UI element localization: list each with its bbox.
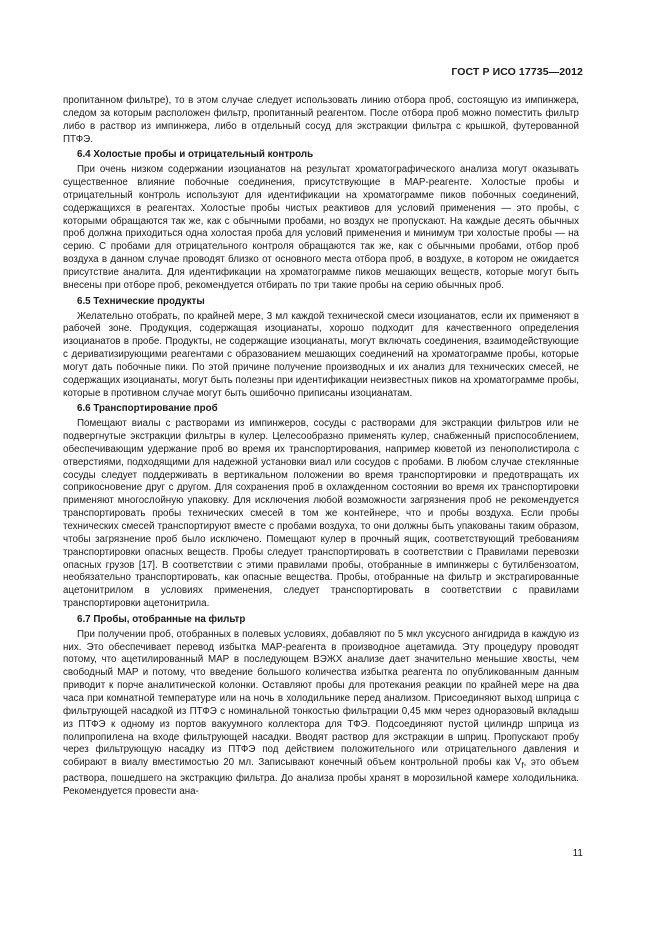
section-paragraph-6-6: Помещают виалы с растворами из импинжеров, сосуды с растворами для экстракции фильтров или не подвергнутые экстракции фильтры в кулер. Целесообразно применять кулер, снабженный приспособлением, обеспечивающим удержание проб во время их транспортирования, например кюветой из пенополистирола с отверстиями, подходящими для надежной установки виал или сосудов с пробами. В любом случае стеклянные сосуды следует поддерживать в вертикальном положении во время транспортировки и предотвращать их соприкосновение друг с другом. Для сохранения проб в охлажденном состоянии во время их транспортировки применяют многослойную упаковку. Для исключения любой возможности загрязнения проб не рекомендуется транспортировать пробы технических смесей в том же контейнере, что и пробы воздуха. Если пробы технических смесей транспортируют вместе с пробами воздуха, то они должны быть упакованы таким образом, чтобы загрязнение проб было исключено. Помещают кулер в прочный ящик, соответствующий требованиям транспортировки опасных веществ. Пробы следует транспортировать в соответствии с Правилами перевозки опасных грузов [17]. В соответствии с этими правилами пробы, отобранные в импинжеры с бутилбензоатом, необязательно транспортировать, как опасные вещества. Пробы, отобранные на фильтр и экстрагированные ацетонитрилом в условиях применения, следует транспортировать в соответствии с правилами транспортировки ацетонитрила. bbox=[63, 418, 579, 610]
paragraph-text-part: При получении проб, отобранных в полевых условиях, добавляют по 5 мкл уксусного ангидрида в каждую из них. Это обеспечивает перевод избытка МАР-реагента в производное ацетамида. Эту процедуру проводят потому, что ацетилированный МАР в последующем ВЭЖХ анализе дает значительно меньшие хвосты, чем свободный МАР и потому, что введение большого количества избытка реагента по опубликованным данным приводит к порче аналитической колонки. Оставляют пробы для протекания реакции по крайней мере на два часа при комнатной температуре или на ночь в холодильнике перед анализом. Присоединяют выход шприца с фильтрующей насадкой из ПТФЭ с номинальной тонкостью фильтрации 0,45 мкм через одноразовый вкладыш из ПТФЭ к одному из портов вакуумного коллектора для ТФЭ. Подсоединяют пустой цилиндр шприца из полипропилена на входе фильтрующей насадки. Вводят раствор для экстракции в шприц. Пропускают пробу через фильтрующую насадку из ПТФЭ под действием положительного или отрицательного давления и собирают в виалу вместимостью 20 мл. Записывают конечный объем контрольной пробы как V bbox=[63, 628, 579, 769]
volume-subscript: f bbox=[521, 761, 524, 771]
paragraph-text-part: , это объем раствора, пошедшего на экстракцию фильтра. До анализа пробы хранят в морозильной камере холодильника. Рекомендуется провести ана- bbox=[63, 757, 579, 797]
section-heading-6-6: 6.6 Транспортирование проб bbox=[77, 403, 218, 415]
section-heading-6-7: 6.7 Пробы, отобранные на фильтр bbox=[77, 613, 246, 625]
section-heading-6-4: 6.4 Холостые пробы и отрицательный контроль bbox=[77, 149, 314, 161]
section-paragraph-6-4: При очень низком содержании изоцианатов на результат хроматографического анализа могут оказывать существенное влияние побочные соединения, присутствующие в МАР-реагенте. Холостые пробы и отрицательный контроль используют для идентификации на хроматограмме пиков побочных соединений, содержащихся в реагентах. Холостые пробы чистых реактивов для условий применения — это пробы, с которыми обращаются так же, как с обычными пробами, но воздух не пропускают. На каждые десять обычных проб должна приходиться одна холостая проба для условий применения и минимум три холостые пробы — на серию. С пробами для отрицательного контроля обращаются так же, как с обычными пробами, отбор проб воздуха в данном случае проводят близко от основного места отбора проб, в воздухе, в котором не ожидается присутствие аналита. Для идентификации на хроматограмме пиков мешающих веществ, которые могут быть внесены при отборе проб, рекомендуется отбирать по три такие пробы на серию обычных проб. bbox=[63, 164, 579, 291]
continuation-paragraph: пропитанном фильтре), то в этом случае следует использовать линию отбора проб, состоящую из импинжера, следом за которым расположен фильтр, пропитанный реагентом. После отбора проб можно поместить фильтр либо в раствор из импинжера, либо в отдельный сосуд для экстракции фильтра с крышкой, футерованной ПТФЭ. bbox=[63, 95, 579, 145]
section-heading-6-5: 6.5 Технические продукты bbox=[77, 295, 205, 307]
page-number: 11 bbox=[572, 848, 583, 859]
document-body bbox=[63, 95, 579, 799]
section-paragraph-6-5: Желательно отобрать, по крайней мере, 3 мл каждой технической смеси изоцианатов, если их применяют в рабочей зоне. Продукция, содержащая изоцианаты, хорошо подходит для качественного определения изоцианатов в пробе. Продукты, не содержащие изоцианаты, могут включать соединения, взаимодействующие с дериватизирующими реагентами с образованием мешающих соединений на хроматограмме пробы, которые могут дать побочные пики. По этой причине получение производных и их анализ для технических смесей, не содержащих изоцианаты, могут быть полезны при идентификации неизвестных пиков на хроматограмме пробы, которые в противном случае могут быть ошибочно приписаны изоцианатам. bbox=[63, 310, 579, 399]
standard-header: ГОСТ Р ИСО 17735—2012 bbox=[451, 66, 583, 78]
section-paragraph-6-7 bbox=[63, 629, 579, 799]
